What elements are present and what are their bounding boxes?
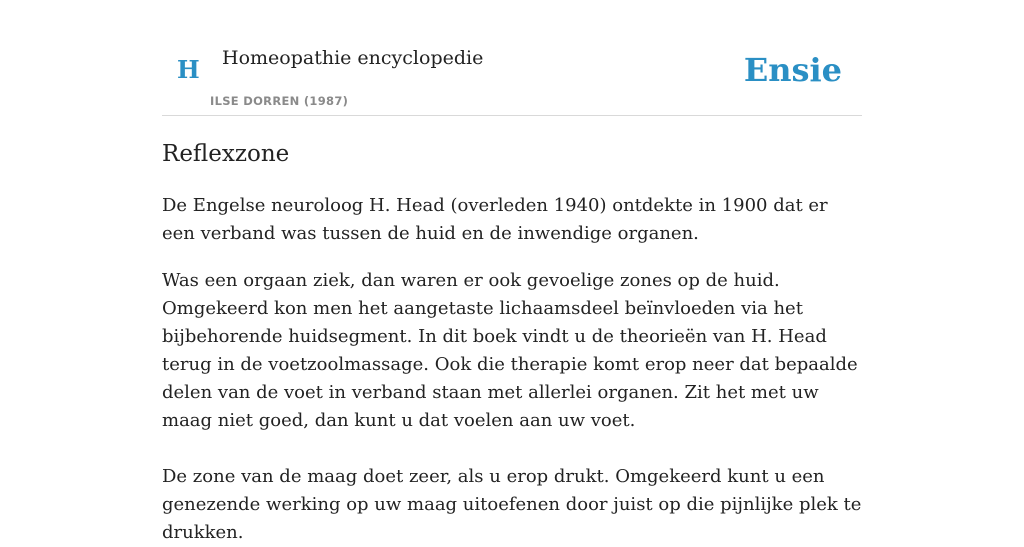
entry-paragraph: Was een orgaan ziek, dan waren er ook gevoelige zones op de huid. Omgekeerd kon men het aangetaste lichaamsdeel beïnvloeden via het bijbehorende huidsegment. In dit boek vindt u de theorieën van H. Head terug in de voetzoolmassage. Ook die therapie komt erop neer dat bepaalde delen van de voet in verband staan met allerlei organen. Zit het met uw maag niet goed, dan kunt u dat voelen aan uw voet. [162,270,858,431]
entry-paragraph: De Engelse neuroloog H. Head (overleden 1940) ontdekte in 1900 dat er een verband was tussen de huid en de inwendige organen. [162,195,828,244]
book-letter-badge[interactable]: H [177,55,200,84]
entry-title: Reflexzone [162,141,290,167]
book-title-link[interactable]: Homeopathie encyclopedie [222,47,484,69]
entry-content [162,138,862,543]
brand-logo[interactable]: Ensie [743,51,842,89]
book-author: ILSE DORREN (1987) [210,94,349,108]
book-header [162,0,862,116]
entry-paragraph: De zone van de maag doet zeer, als u erop drukt. Omgekeerd kunt u een genezende werking op uw maag uitoefenen door juist op die pijnlijke plek te drukken. [162,466,862,543]
